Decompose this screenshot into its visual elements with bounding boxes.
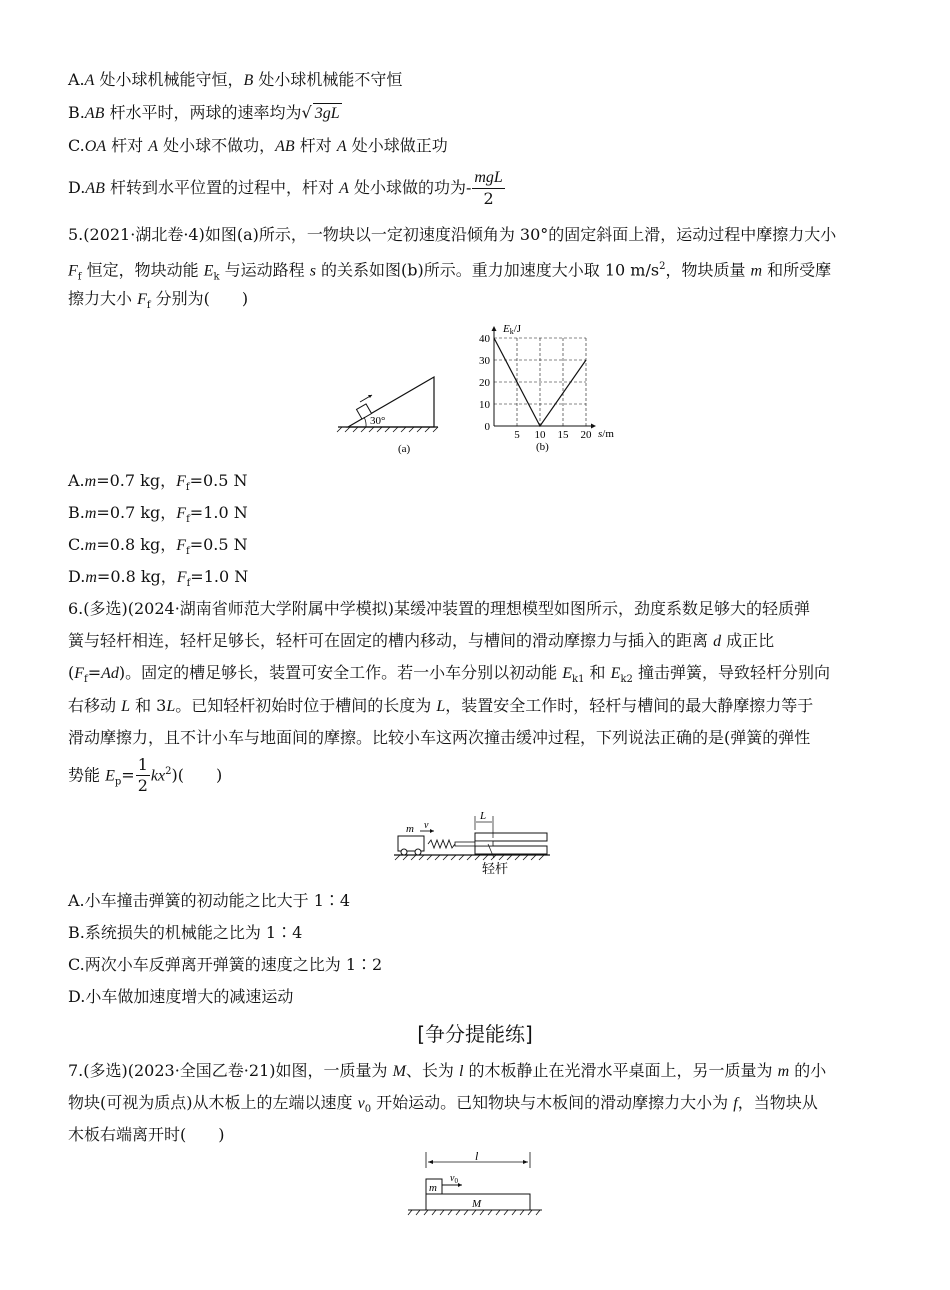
q7-stem-line1: 7.(多选)(2023·全国乙卷·21)如图，一质量为 M、长为 l 的木板静止在光滑水平桌面上，另一质量为 m 的小 — [68, 1061, 827, 1080]
section-heading: [争分提能练] — [417, 1022, 533, 1046]
caption-a: (a) — [398, 443, 411, 455]
spring — [428, 840, 455, 848]
y-axis-arrow — [492, 326, 497, 331]
fraction: $\frac{\text{mgL}}{2}$ — [474, 169, 503, 208]
q5-stem-line1: 5.(2021·湖北卷·4)如图(a)所示，一物块以一定初速度沿倾角为 30°的固定斜面上滑，运动过程中摩擦力大小 — [68, 225, 837, 244]
q5-option-b: B.m=0.7 kg，$F_f=1.0$ N — [68, 503, 248, 526]
q7-stem-line2: 物块(可视为质点)从木板上的左端以速度 $v_0$ 开始运动。已知物块与木板间的滑动摩擦力大小为 f，当物块从 — [68, 1093, 818, 1116]
q4-option-b: B.AB 杆水平时，两球的速率均为√ 3gL — [68, 103, 340, 122]
velocity-label: v — [424, 820, 429, 831]
buffer-device-figure — [392, 808, 562, 880]
q6-stem-line2: 簧与轻杆相连，轻杆足够长，轻杆可在固定的槽内移动，与槽间的滑动摩擦力与插入的距离 d 成正比 — [68, 631, 775, 650]
x-tick-label: 15 — [557, 429, 569, 441]
q4-option-d: D.AB 杆转到水平位置的过程中，杆对 A 处小球做的功为- $\frac{\text{mgL}}{2}$ — [68, 169, 503, 208]
y-tick-label: 40 — [479, 333, 490, 345]
q6-stem-line5: 滑动摩擦力，且不计小车与地面间的摩擦。比较小车这两次撞击缓冲过程，下列说法正确的是(弹簧的弹性 — [68, 728, 811, 747]
q6-stem-line6: 势能 $E_p=$ $\frac{1}{2}$ $kx^2$)( ) — [68, 755, 223, 796]
fraction: $\frac{1}{2}$ — [137, 755, 148, 796]
q6-stem-line4: 右移动 L 和 3L。已知轻杆初始时位于槽间的长度为 L，装置安全工作时，轻杆与槽间的最大静摩擦力等于 — [68, 696, 814, 715]
y-axis-label: Ek/J — [503, 323, 522, 336]
y-tick-label: 20 — [479, 377, 490, 389]
velocity-label: $v_0$ — [450, 1173, 458, 1185]
board-length-label: l — [475, 1149, 479, 1163]
q6-option-d: D.小车做加速度增大的减速运动 — [68, 987, 294, 1006]
q4-option-c: C.OA 杆对 A 处小球不做功，AB 杆对 A 处小球做正功 — [68, 136, 448, 155]
q6-stem-line3: $(F_f=Ad)$。固定的槽足够长，装置可安全工作。若一小车分别以初动能 $E_{k1}$ 和 $E_{k2}$ 撞击弹簧，导致轻杆分别向 — [68, 663, 830, 686]
rod-label: 轻杆 — [482, 861, 509, 876]
q5-option-d: D.m=0.8 kg，$F_f=1.0$ N — [68, 567, 249, 590]
x-tick-label: 5 — [514, 429, 520, 441]
groove-bottom — [475, 846, 547, 854]
cart — [398, 836, 424, 851]
light-rod — [455, 842, 475, 846]
y-tick-label: 30 — [479, 355, 490, 367]
incline-figure — [336, 365, 446, 460]
x-axis-arrow — [591, 424, 596, 429]
q6-stem-line1: 6.(多选)(2024·湖南省师范大学附属中学模拟)某缓冲装置的理想模型如图所示，劲度系数足够大的轻质弹 — [68, 599, 811, 618]
q5-option-a: A.m=0.7 kg，$F_f=0.5$ N — [68, 471, 248, 494]
y-tick-label: 10 — [479, 399, 490, 411]
groove-top — [475, 833, 547, 841]
q6-option-a: A.小车撞击弹簧的初动能之比大于 1∶4 — [68, 891, 351, 910]
q6-option-b: B.系统损失的机械能之比为 1∶4 — [68, 923, 303, 942]
ek-s-graph — [470, 318, 620, 460]
length-label: L — [480, 810, 487, 822]
q7-stem-line3: 木板右端离开时( ) — [68, 1125, 225, 1144]
q5-stem-line2: $F_f$ 恒定，物块动能 $E_k$ 与运动路程 s 的关系如图(b)所示。重力加速度大小取 10 $m/s^2$，物块质量 m 和所受摩 — [68, 260, 832, 283]
block-board-figure — [404, 1148, 548, 1218]
graph-grid — [494, 338, 586, 426]
board-label: M — [472, 1198, 482, 1210]
sqrt-expression: 3gL — [314, 105, 340, 122]
x-tick-label: 10 — [534, 429, 546, 441]
small-block-label: m — [429, 1182, 437, 1194]
q6-option-c: C.两次小车反弹离开弹簧的速度之比为 1∶2 — [68, 955, 383, 974]
angle-label: 30° — [370, 415, 386, 427]
mass-label: m — [406, 823, 414, 835]
q5-option-c: C.m=0.8 kg，$F_f=0.5$ N — [68, 535, 248, 558]
q4-option-a: A.A 处小球机械能守恒，B 处小球机械能不守恒 — [68, 70, 403, 89]
caption-b: (b) — [536, 441, 549, 453]
x-axis-label: s/m — [598, 428, 614, 440]
x-tick-label: 20 — [580, 429, 592, 441]
q5-stem-line3: 擦力大小 $F_f$ 分别为( ) — [68, 289, 249, 312]
y-tick-label: 0 — [484, 421, 490, 433]
